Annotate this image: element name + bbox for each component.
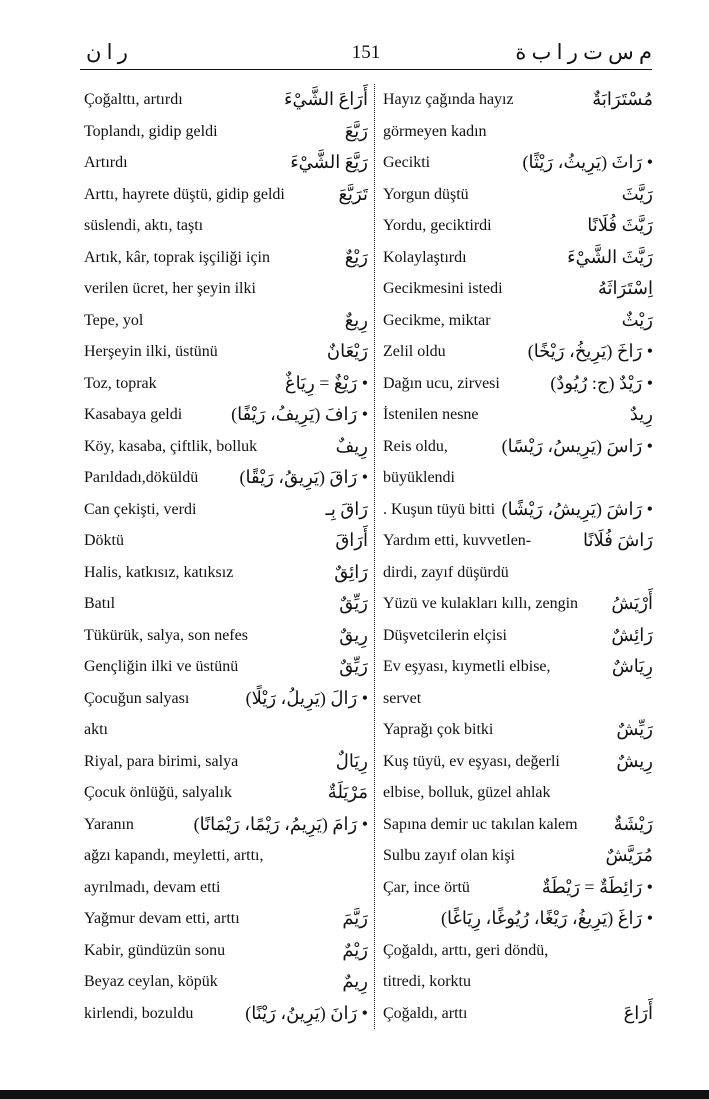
dictionary-line — [383, 620, 653, 652]
arabic-headword: رِيَاشٌ — [611, 656, 653, 676]
dictionary-line — [383, 305, 653, 337]
dictionary-line — [383, 84, 653, 116]
arabic-headword: أَرَاعَ — [623, 1002, 653, 1023]
turkish-definition: Sapına demir uc takılan kalem — [383, 815, 578, 833]
turkish-definition: Kabir, gündüzün sonu — [84, 941, 226, 959]
turkish-definition: Toz, toprak — [84, 374, 157, 392]
dictionary-line — [84, 998, 368, 1030]
turkish-definition: Sulbu zayıf olan kişi — [383, 847, 515, 864]
turkish-definition: Çocuk önlüğü, salyalık — [84, 784, 232, 801]
dictionary-line — [383, 147, 653, 179]
turkish-definition: verilen ücret, her şeyin ilki — [84, 280, 256, 297]
arabic-headword: رِيفٌ — [335, 435, 368, 456]
arabic-headword: رَيَّثَ فُلَانًا — [587, 215, 653, 235]
dictionary-line — [84, 494, 368, 526]
dictionary-line — [383, 179, 653, 211]
turkish-definition: Yaranın — [84, 815, 134, 833]
dictionary-line — [84, 525, 368, 557]
turkish-definition: Gençliğin ilki ve üstünü — [84, 658, 239, 675]
dictionary-line — [84, 620, 368, 652]
turkish-definition: Can çekişti, verdi — [84, 500, 197, 518]
dictionary-line — [84, 147, 368, 179]
arabic-headword: رَيَّمَ — [342, 908, 368, 928]
dictionary-line — [84, 557, 368, 589]
dictionary-line — [383, 903, 653, 935]
dictionary-line — [383, 557, 653, 589]
arabic-headword: • رَاغَ (يَرِيغُ، رَيْغًا، رُيُوغًا، رِيَاغًا) — [440, 908, 653, 928]
dictionary-line — [84, 273, 368, 305]
turkish-definition: Artırdı — [84, 154, 128, 171]
turkish-definition: Dağın ucu, zirvesi — [383, 374, 500, 392]
arabic-headword: رَيَّثَ الشَّيْءَ — [567, 246, 653, 267]
dictionary-line — [84, 777, 368, 809]
turkish-definition: ayrılmadı, devam etti — [84, 878, 221, 896]
dictionary-line — [84, 588, 368, 620]
turkish-definition: dirdi, zayıf düşürdü — [383, 563, 509, 581]
dictionary-line — [383, 210, 653, 242]
dictionary-line — [383, 242, 653, 274]
turkish-definition: Arttı, hayrete düştü, gidip geldi — [84, 185, 285, 203]
arabic-headword: رِيدٌ — [629, 404, 653, 424]
turkish-definition: Riyal, para birimi, salya — [84, 752, 239, 770]
dictionary-line — [383, 998, 653, 1030]
turkish-definition: süslendi, aktı, taştı — [84, 217, 204, 234]
turkish-definition: Yaprağı çok bitki — [383, 721, 494, 738]
dictionary-line — [84, 116, 368, 148]
arabic-headword: أَرْيَشُ — [611, 593, 653, 613]
arabic-headword: • رَانَ (يَرِينُ، رَيْنًا) — [245, 1002, 368, 1023]
arabic-headword: رَيَّثَ — [621, 183, 653, 204]
arabic-headword: • رَالَ (يَرِيلُ، رَيْلًا) — [245, 687, 368, 708]
arabic-headword: رَيْعٌ — [344, 246, 368, 267]
turkish-definition: Çoğalttı, artırdı — [84, 91, 183, 108]
turkish-definition: Ev eşyası, kıymetli elbise, — [383, 658, 551, 675]
turkish-definition: Parıldadı,döküldü — [84, 469, 199, 486]
turkish-definition: Çocuğun salyası — [84, 689, 190, 707]
turkish-definition: Artık, kâr, toprak işçiliği için — [84, 248, 270, 266]
turkish-definition: Halis, katkısız, katıksız — [84, 563, 234, 581]
turkish-definition: Gecikmesini istedi — [383, 280, 503, 297]
dictionary-line — [84, 872, 368, 904]
dictionary-line — [84, 305, 368, 337]
dictionary-line — [84, 431, 368, 463]
turkish-definition: kirlendi, bozuldu — [84, 1004, 194, 1022]
arabic-headword: أَرَاعَ الشَّيْءَ — [284, 89, 368, 109]
turkish-definition: Kuş tüyü, ev eşyası, değerli — [383, 752, 560, 770]
turkish-definition: aktı — [84, 721, 108, 738]
dictionary-line — [383, 273, 653, 305]
turkish-definition: Yordu, geciktirdi — [383, 217, 492, 234]
arabic-headword: • رَيْدٌ (ج: رُيُودٌ) — [550, 372, 653, 393]
dictionary-line — [84, 210, 368, 242]
dictionary-line — [383, 840, 653, 872]
dictionary-line — [84, 84, 368, 116]
arabic-headword: • رَاقَ (يَرِيقُ، رَيْقًا) — [239, 467, 368, 487]
dictionary-line — [383, 588, 653, 620]
turkish-definition: elbise, bolluk, güzel ahlak — [383, 784, 551, 801]
dictionary-line — [84, 903, 368, 935]
turkish-definition: servet — [383, 689, 422, 707]
arabic-headword: رَيَّعَ — [344, 120, 368, 141]
arabic-headword: • رَاخَ (يَرِيخُ، رَيْخًا) — [527, 341, 653, 361]
dictionary-line — [84, 179, 368, 211]
page-number: 151 — [351, 42, 381, 63]
arabic-headword: • رَاثَ (يَرِيثُ، رَيْثًا) — [522, 152, 653, 172]
arabic-headword: • رَيْغٌ = رِيَاغٌ — [284, 372, 368, 393]
dictionary-line — [84, 809, 368, 841]
right-column — [383, 84, 653, 1029]
dictionary-line — [84, 368, 368, 400]
arabic-headword: رَائِشٌ — [611, 624, 653, 645]
arabic-headword: رَيْعَانٌ — [326, 341, 368, 361]
scan-edge-bar — [0, 1090, 709, 1099]
dictionary-line — [383, 462, 653, 494]
turkish-definition: Kasabaya geldi — [84, 406, 183, 423]
dictionary-line — [383, 714, 653, 746]
turkish-definition: Tükürük, salya, son nefes — [84, 626, 248, 644]
turkish-definition: Çar, ince örtü — [383, 878, 470, 896]
dictionary-line — [383, 872, 653, 904]
turkish-definition: Gecikti — [383, 154, 431, 171]
turkish-definition: ağzı kapandı, meyletti, arttı, — [84, 847, 264, 864]
arabic-headword: • رَاشَ (يَرِيشُ، رَيْشًا) — [501, 498, 653, 519]
left-column — [84, 84, 368, 1029]
dictionary-line — [383, 336, 653, 368]
turkish-definition: Yardım etti, kuvvetlen- — [383, 532, 532, 549]
dictionary-line — [84, 966, 368, 998]
arabic-headword: رَيِّقٌ — [339, 656, 368, 676]
arabic-headword: رَيِّشٌ — [616, 719, 653, 739]
dictionary-line — [383, 431, 653, 463]
dictionary-line — [84, 714, 368, 746]
header-right-letters: م س ت ر ا ب ة — [515, 40, 652, 64]
header-rule — [80, 69, 652, 70]
turkish-definition: Kolaylaştırdı — [383, 248, 467, 266]
turkish-definition: Döktü — [84, 532, 124, 549]
turkish-definition: büyüklendi — [383, 469, 455, 486]
dictionary-line — [84, 683, 368, 715]
turkish-definition: Yorgun düştü — [383, 185, 469, 203]
dictionary-line — [84, 242, 368, 274]
page-header — [80, 40, 652, 66]
arabic-headword: مُرَيَّشٌ — [605, 845, 653, 865]
dictionary-line — [383, 116, 653, 148]
arabic-headword: رَائِقٌ — [334, 561, 368, 582]
header-left-letters: ر ا ن — [86, 40, 128, 64]
turkish-definition: Toplandı, gidip geldi — [84, 122, 218, 140]
turkish-definition: Batıl — [84, 595, 116, 612]
arabic-headword: تَرَيَّعَ — [338, 183, 368, 204]
turkish-definition: . Kuşun tüyü bitti — [383, 500, 496, 518]
turkish-definition: görmeyen kadın — [383, 122, 487, 140]
dictionary-line — [383, 746, 653, 778]
dictionary-line — [84, 651, 368, 683]
turkish-definition: Beyaz ceylan, köpük — [84, 973, 218, 990]
dictionary-line — [84, 336, 368, 368]
turkish-definition: Gecikme, miktar — [383, 311, 491, 329]
arabic-headword: • رَاسَ (يَرِيسُ، رَيْسًا) — [501, 435, 653, 456]
dictionary-line — [383, 683, 653, 715]
dictionary-line — [383, 966, 653, 998]
arabic-headword: رِيقٌ — [339, 624, 368, 645]
column-divider — [374, 84, 375, 1029]
arabic-headword: رَيَّعَ الشَّيْءَ — [290, 152, 368, 172]
turkish-definition: Tepe, yol — [84, 311, 144, 329]
turkish-definition: Düşvetcilerin elçisi — [383, 626, 507, 644]
dictionary-line — [84, 399, 368, 431]
arabic-headword: رَيْمٌ — [342, 939, 368, 960]
turkish-definition: titredi, korktu — [383, 973, 471, 990]
arabic-headword: رِيعٌ — [344, 309, 368, 330]
turkish-definition: Zelil oldu — [383, 343, 446, 360]
turkish-definition: Yüzü ve kulakları kıllı, zengin — [383, 595, 579, 612]
arabic-headword: رِيشٌ — [616, 750, 653, 771]
arabic-headword: • رَامَ (يَرِيمُ، رَيْمًا، رَيْمَانًا) — [193, 813, 368, 834]
arabic-headword: رَيْثٌ — [621, 309, 653, 330]
dictionary-line — [84, 462, 368, 494]
turkish-definition: Reis oldu, — [383, 437, 448, 455]
dictionary-line — [383, 777, 653, 809]
turkish-definition: Herşeyin ilki, üstünü — [84, 343, 218, 360]
dictionary-line — [383, 525, 653, 557]
arabic-headword: رِيمٌ — [342, 971, 368, 991]
dictionary-line — [383, 368, 653, 400]
arabic-headword: أَرَاقَ — [335, 530, 368, 550]
turkish-definition: Çoğaldı, arttı, geri döndü, — [383, 941, 549, 959]
arabic-headword: اِسْتَرَاثَهُ — [597, 278, 653, 298]
arabic-headword: رَيْشَةٌ — [613, 813, 653, 834]
turkish-definition: Hayız çağında hayız — [383, 91, 514, 108]
arabic-headword: رَاقَ بِـ — [325, 498, 368, 519]
turkish-definition: Yağmur devam etti, arttı — [84, 910, 240, 927]
arabic-headword: • رَافَ (يَرِيفُ، رَيْفًا) — [231, 404, 368, 424]
arabic-headword: رَاشَ فُلَانًا — [582, 530, 653, 550]
turkish-definition: Çoğaldı, arttı — [383, 1004, 468, 1022]
dictionary-line — [383, 494, 653, 526]
dictionary-line — [383, 651, 653, 683]
dictionary-line — [84, 746, 368, 778]
dictionary-line — [84, 840, 368, 872]
arabic-headword: رَيِّقٌ — [339, 593, 368, 613]
dictionary-line — [383, 399, 653, 431]
arabic-headword: مُسْتَرَابَةٌ — [592, 89, 653, 109]
dictionary-line — [84, 935, 368, 967]
dictionary-line — [383, 809, 653, 841]
arabic-headword: • رَائِطَةٌ = رَيْطَةٌ — [541, 876, 653, 897]
dictionary-line — [383, 935, 653, 967]
turkish-definition: Köy, kasaba, çiftlik, bolluk — [84, 437, 258, 455]
turkish-definition: İstenilen nesne — [383, 406, 479, 423]
arabic-headword: مَرْيَلَةٌ — [327, 782, 368, 802]
arabic-headword: رِيَالٌ — [335, 750, 368, 771]
